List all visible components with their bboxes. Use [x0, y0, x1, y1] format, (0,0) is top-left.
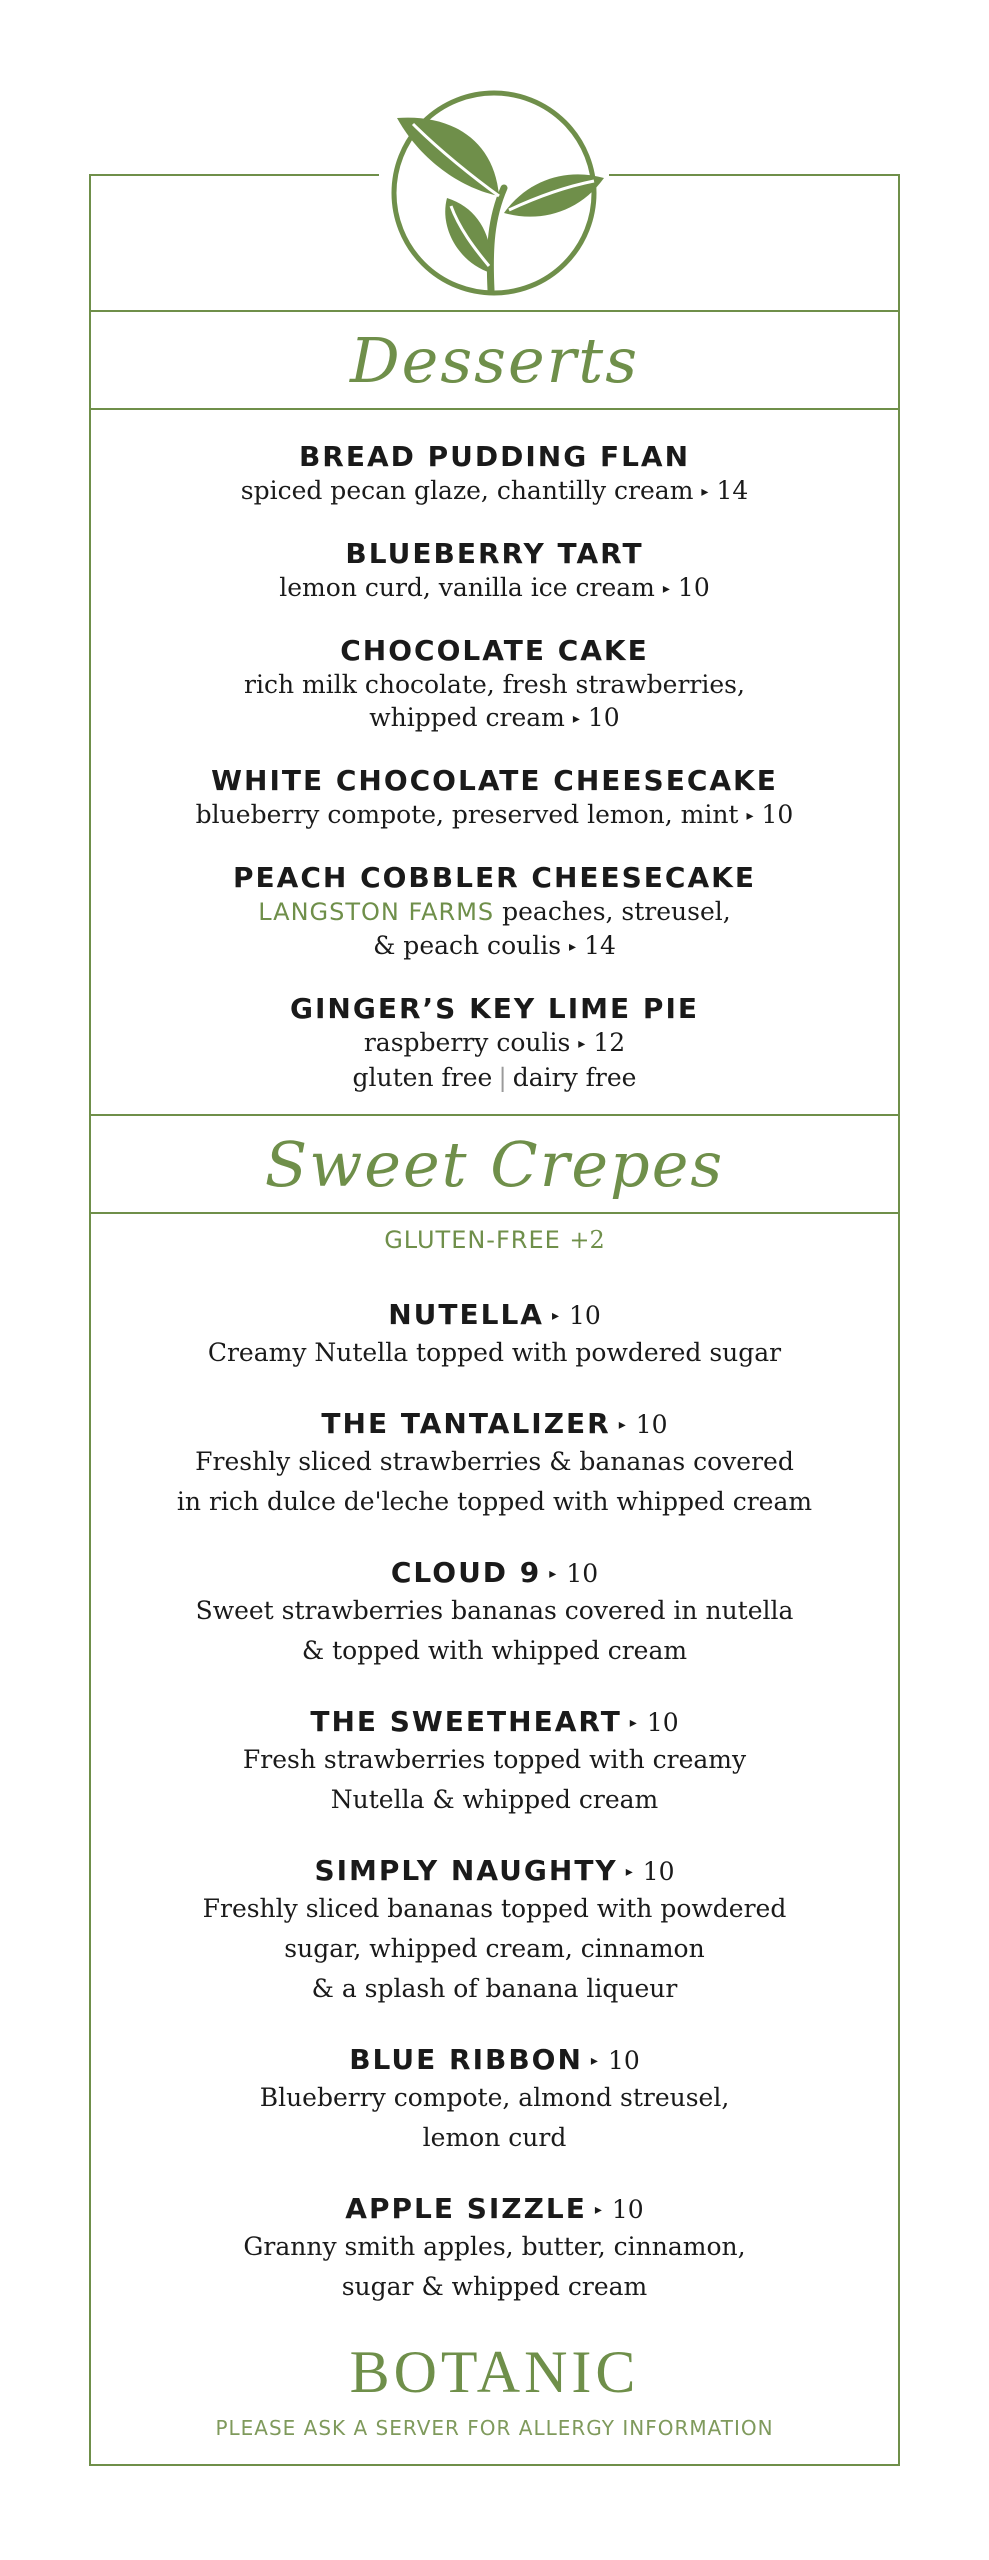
item-description: Nutella & whipped cream [330, 1785, 659, 1814]
desserts-list [89, 440, 900, 1094]
item-name: THE TANTALIZER ▸ 10 [321, 1407, 668, 1440]
farm-name: LANGSTON FARMS [258, 898, 495, 926]
item-name: BLUEBERRY TART [345, 537, 644, 570]
menu-item [89, 861, 900, 964]
arrow-icon: ▸ [701, 484, 709, 500]
crepes-heading-band [89, 1114, 900, 1214]
allergy-note: PLEASE ASK A SERVER FOR ALLERGY INFORMATION [215, 2416, 774, 2440]
desserts-heading-band [89, 310, 900, 410]
item-description: rich milk chocolate, fresh strawberries, [244, 670, 745, 699]
crepes-list [89, 1222, 900, 2307]
item-description: & peach coulis ▸ 14 [373, 931, 616, 960]
menu-item [89, 992, 900, 1094]
item-description: & a splash of banana liqueur [311, 1974, 678, 2003]
item-price: 10 [607, 2046, 640, 2075]
item-description: raspberry coulis ▸ 12 [363, 1028, 626, 1057]
arrow-icon: ▸ [572, 711, 580, 727]
arrow-icon: ▸ [590, 2053, 600, 2069]
item-name: WHITE CHOCOLATE CHEESECAKE [211, 764, 778, 797]
item-name: GINGER’S KEY LIME PIE [290, 992, 699, 1025]
menu-item [89, 634, 900, 736]
item-description: whipped cream ▸ 10 [369, 703, 620, 732]
menu-item [89, 537, 900, 606]
arrow-icon: ▸ [618, 1417, 628, 1433]
item-price: 14 [584, 931, 616, 960]
arrow-icon: ▸ [746, 808, 754, 824]
item-description: sugar & whipped cream [341, 2272, 648, 2301]
arrow-icon: ▸ [662, 581, 670, 597]
item-price: 12 [593, 1028, 626, 1057]
item-name: NUTELLA ▸ 10 [388, 1298, 601, 1331]
arrow-icon: ▸ [551, 1308, 561, 1324]
gluten-free-note: GLUTEN-FREE +2 [384, 1226, 605, 1254]
item-price: 10 [635, 1410, 668, 1439]
logo [379, 78, 609, 308]
item-description: blueberry compote, preserved lemon, mint ▸ 10 [195, 800, 794, 829]
item-price: 10 [568, 1301, 601, 1330]
item-description: Fresh strawberries topped with creamy [242, 1745, 747, 1774]
item-price: 10 [646, 1708, 679, 1737]
menu-item [89, 1407, 900, 1522]
item-name: BLUE RIBBON ▸ 10 [349, 2043, 640, 2076]
menu-item [89, 1854, 900, 2009]
menu-item [89, 2192, 900, 2307]
item-name: CLOUD 9 ▸ 10 [390, 1556, 599, 1589]
item-description: Freshly sliced strawberries & bananas covered [195, 1447, 794, 1476]
menu-item [89, 764, 900, 833]
item-price: 10 [611, 2195, 644, 2224]
item-price: 14 [716, 476, 749, 505]
brand-name: BOTANIC [349, 2339, 640, 2405]
arrow-icon: ▸ [594, 2202, 604, 2218]
item-description: Blueberry compote, almond streusel, [259, 2083, 730, 2112]
item-name: SIMPLY NAUGHTY ▸ 10 [314, 1854, 675, 1887]
item-description: Creamy Nutella topped with powdered sugar [207, 1338, 782, 1367]
item-price: 10 [566, 1559, 599, 1588]
item-price: 10 [587, 703, 620, 732]
item-name: BREAD PUDDING FLAN [298, 440, 691, 473]
item-description: & topped with whipped cream [301, 1636, 688, 1665]
item-description: Granny smith apples, butter, cinnamon, [243, 2232, 746, 2261]
diet-info: gluten free | dairy free [352, 1063, 637, 1092]
menu-item [89, 1705, 900, 1820]
arrow-icon: ▸ [625, 1864, 635, 1880]
menu-item [89, 440, 900, 509]
arrow-icon: ▸ [549, 1566, 559, 1582]
item-description: in rich dulce de'leche topped with whipped cream [176, 1487, 813, 1516]
item-description: Sweet strawberries bananas covered in nutella [195, 1596, 794, 1625]
arrow-icon: ▸ [629, 1715, 639, 1731]
menu-item [89, 2043, 900, 2158]
item-name: THE SWEETHEART ▸ 10 [310, 1705, 679, 1738]
menu-item [89, 1556, 900, 1671]
item-price: 10 [642, 1857, 675, 1886]
item-description: LANGSTON FARMS peaches, streusel, [258, 897, 731, 926]
menu-item [89, 1298, 900, 1373]
arrow-icon: ▸ [569, 939, 577, 955]
leaf-sprout-icon [379, 78, 609, 308]
item-description: sugar, whipped cream, cinnamon [284, 1934, 705, 1963]
item-price: 10 [677, 573, 710, 602]
item-description: spiced pecan glaze, chantilly cream ▸ 14 [240, 476, 749, 505]
item-description: Freshly sliced bananas topped with powdered [202, 1894, 787, 1923]
item-name: PEACH COBBLER CHEESECAKE [233, 861, 756, 894]
item-description: lemon curd [422, 2123, 567, 2152]
desserts-heading: Desserts [349, 323, 640, 397]
item-price: 10 [761, 800, 794, 829]
item-name: CHOCOLATE CAKE [340, 634, 649, 667]
arrow-icon: ▸ [578, 1036, 586, 1052]
crepes-heading: Sweet Crepes [264, 1127, 725, 1201]
item-description: lemon curd, vanilla ice cream ▸ 10 [279, 573, 710, 602]
item-name: APPLE SIZZLE ▸ 10 [345, 2192, 644, 2225]
